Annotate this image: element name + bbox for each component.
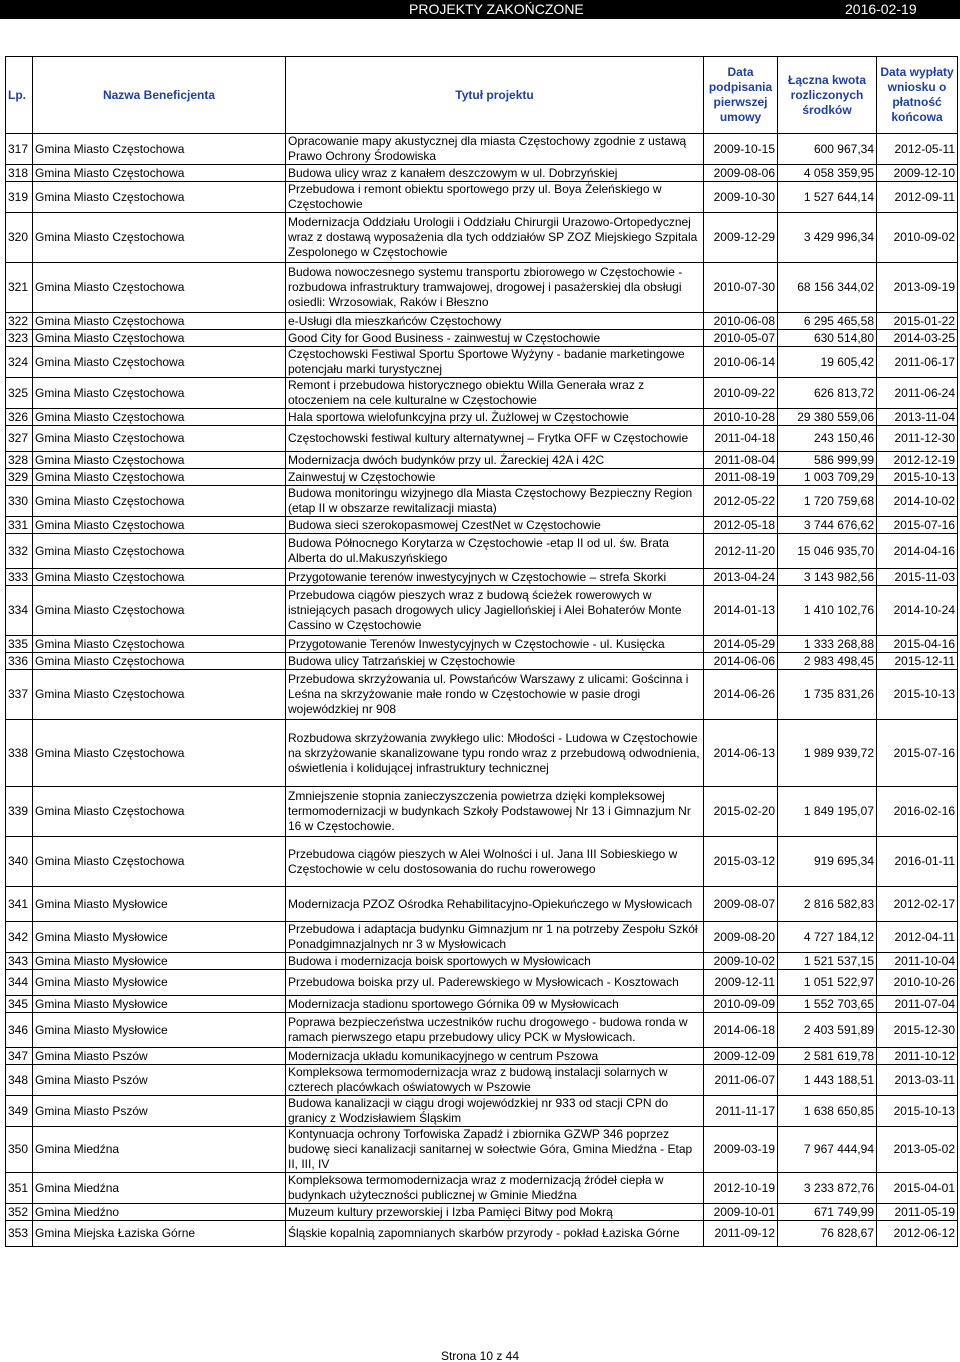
cell-amount: 6 295 465,58 xyxy=(778,313,877,330)
cell-beneficiary: Gmina Miasto Częstochowa xyxy=(33,720,286,787)
table-row xyxy=(6,134,958,165)
cell-final-date: 2014-10-24 xyxy=(877,586,958,636)
cell-lp: 331 xyxy=(6,517,33,534)
cell-amount: 68 156 344,02 xyxy=(778,263,877,313)
cell-beneficiary: Gmina Miasto Częstochowa xyxy=(33,313,286,330)
cell-lp: 344 xyxy=(6,970,33,996)
cell-final-date: 2015-10-13 xyxy=(877,1096,958,1127)
cell-final-date: 2011-06-24 xyxy=(877,378,958,409)
table-row xyxy=(6,720,958,787)
cell-final-date: 2015-07-16 xyxy=(877,720,958,787)
cell-lp: 346 xyxy=(6,1013,33,1048)
cell-lp: 353 xyxy=(6,1221,33,1247)
cell-signed-date: 2009-10-02 xyxy=(704,953,778,970)
cell-lp: 349 xyxy=(6,1096,33,1127)
cell-title: Częstochowski Festiwal Sportu Sportowe Wyżyny - badanie marketingowe potencjału marki turystycznej xyxy=(286,347,704,378)
cell-final-date: 2010-10-26 xyxy=(877,970,958,996)
cell-title: Śląskie kopalnią zapomnianych skarbów przyrody - pokład Łaziska Górne xyxy=(286,1221,704,1247)
projects-table xyxy=(5,56,958,1247)
cell-final-date: 2015-10-13 xyxy=(877,469,958,486)
cell-signed-date: 2014-06-26 xyxy=(704,670,778,720)
cell-beneficiary: Gmina Miasto Częstochowa xyxy=(33,837,286,887)
cell-lp: 341 xyxy=(6,887,33,922)
cell-signed-date: 2012-11-20 xyxy=(704,534,778,569)
cell-final-date: 2012-05-11 xyxy=(877,134,958,165)
cell-beneficiary: Gmina Miasto Mysłowice xyxy=(33,996,286,1013)
cell-final-date: 2011-10-04 xyxy=(877,953,958,970)
cell-beneficiary: Gmina Miasto Pszów xyxy=(33,1065,286,1096)
cell-beneficiary: Gmina Miasto Częstochowa xyxy=(33,378,286,409)
cell-title: Zainwestuj w Częstochowie xyxy=(286,469,704,486)
cell-amount: 1 051 522,97 xyxy=(778,970,877,996)
cell-title: Modernizacja Oddziału Urologii i Oddziału Chirurgii Urazowo-Ortopedycznej wraz z dostawą wyposażenia dla tych oddziałów SP ZOZ Miejskiego Szpitala Zespolonego w Częstochowie xyxy=(286,213,704,263)
table-row xyxy=(6,347,958,378)
cell-signed-date: 2010-10-28 xyxy=(704,409,778,426)
cell-final-date: 2010-09-02 xyxy=(877,213,958,263)
cell-signed-date: 2009-08-20 xyxy=(704,922,778,953)
table-row xyxy=(6,887,958,922)
cell-amount: 1 443 188,51 xyxy=(778,1065,877,1096)
cell-lp: 328 xyxy=(6,452,33,469)
cell-beneficiary: Gmina Miasto Częstochowa xyxy=(33,569,286,586)
cell-title: e-Usługi dla mieszkańców Częstochowy xyxy=(286,313,704,330)
cell-amount: 76 828,67 xyxy=(778,1221,877,1247)
cell-beneficiary: Gmina Miejska Łaziska Górne xyxy=(33,1221,286,1247)
table-row xyxy=(6,1204,958,1221)
table-row xyxy=(6,213,958,263)
cell-final-date: 2012-04-11 xyxy=(877,922,958,953)
table-row xyxy=(6,1221,958,1247)
cell-title: Rozbudowa skrzyżowania zwykłego ulic: Młodości - Ludowa w Częstochowie na skrzyżowanie skanalizowane typu rondo wraz z przebudową odwodnienia, oświetlenia i kolidującej infrastruktury technicznej xyxy=(286,720,704,787)
cell-beneficiary: Gmina Miasto Pszów xyxy=(33,1096,286,1127)
table-row xyxy=(6,1127,958,1173)
cell-beneficiary: Gmina Miasto Częstochowa xyxy=(33,330,286,347)
cell-signed-date: 2009-12-29 xyxy=(704,213,778,263)
table-row xyxy=(6,586,958,636)
table-body xyxy=(6,134,958,1247)
cell-lp: 352 xyxy=(6,1204,33,1221)
column-header-final-date: Data wypłaty wniosku o płatność końcowa xyxy=(877,57,958,134)
cell-lp: 333 xyxy=(6,569,33,586)
table-row xyxy=(6,1048,958,1065)
cell-amount: 3 429 996,34 xyxy=(778,213,877,263)
cell-beneficiary: Gmina Miasto Mysłowice xyxy=(33,953,286,970)
cell-beneficiary: Gmina Miasto Częstochowa xyxy=(33,534,286,569)
cell-amount: 1 552 703,65 xyxy=(778,996,877,1013)
cell-final-date: 2016-01-11 xyxy=(877,837,958,887)
cell-signed-date: 2011-08-19 xyxy=(704,469,778,486)
table-row xyxy=(6,1096,958,1127)
cell-amount: 3 233 872,76 xyxy=(778,1173,877,1204)
cell-title: Budowa Północnego Korytarza w Częstochowie -etap II od ul. św. Brata Alberta do ul.Makuszyńskiego xyxy=(286,534,704,569)
page-footer: Strona 10 z 44 xyxy=(440,1349,520,1362)
cell-signed-date: 2010-09-22 xyxy=(704,378,778,409)
cell-signed-date: 2011-11-17 xyxy=(704,1096,778,1127)
cell-title: Przebudowa boiska przy ul. Paderewskiego w Mysłowicach - Kosztowach xyxy=(286,970,704,996)
cell-title: Przebudowa i remont obiektu sportowego przy ul. Boya Żeleńskiego w Częstochowie xyxy=(286,182,704,213)
cell-amount: 3 143 982,56 xyxy=(778,569,877,586)
cell-final-date: 2015-12-11 xyxy=(877,653,958,670)
page-header-bar xyxy=(0,0,960,19)
cell-signed-date: 2011-04-18 xyxy=(704,426,778,452)
cell-signed-date: 2015-03-12 xyxy=(704,837,778,887)
cell-beneficiary: Gmina Miedźna xyxy=(33,1173,286,1204)
cell-signed-date: 2009-08-06 xyxy=(704,165,778,182)
cell-amount: 1 720 759,68 xyxy=(778,486,877,517)
cell-amount: 630 514,80 xyxy=(778,330,877,347)
cell-lp: 319 xyxy=(6,182,33,213)
cell-signed-date: 2010-06-14 xyxy=(704,347,778,378)
table-row xyxy=(6,1013,958,1048)
cell-title: Przebudowa skrzyżowania ul. Powstańców Warszawy z ulicami: Gościnna i Leśna na skrzyżowanie małe rondo w Częstochowie w pasie drogi wojewódzkiej nr 908 xyxy=(286,670,704,720)
cell-title: Przebudowa i adaptacja budynku Gimnazjum nr 1 na potrzeby Zespołu Szkół Ponadgimnazjalnych nr 3 w Mysłowicach xyxy=(286,922,704,953)
cell-amount: 2 816 582,83 xyxy=(778,887,877,922)
cell-signed-date: 2014-06-06 xyxy=(704,653,778,670)
column-header-title: Tytuł projektu xyxy=(286,57,704,134)
table-row xyxy=(6,653,958,670)
cell-signed-date: 2009-10-01 xyxy=(704,1204,778,1221)
cell-title: Budowa kanalizacji w ciągu drogi wojewódzkiej nr 933 od stacji CPN do granicy z Wodzisławiem Śląskim xyxy=(286,1096,704,1127)
cell-title: Przygotowanie Terenów Inwestycyjnych w Częstochowie - ul. Kusięcka xyxy=(286,636,704,653)
cell-final-date: 2011-05-19 xyxy=(877,1204,958,1221)
cell-final-date: 2011-12-30 xyxy=(877,426,958,452)
cell-title: Budowa ulicy Tatrzańskiej w Częstochowie xyxy=(286,653,704,670)
cell-final-date: 2012-02-17 xyxy=(877,887,958,922)
cell-amount: 626 813,72 xyxy=(778,378,877,409)
cell-lp: 322 xyxy=(6,313,33,330)
table-row xyxy=(6,452,958,469)
cell-lp: 340 xyxy=(6,837,33,887)
cell-beneficiary: Gmina Miasto Pszów xyxy=(33,1048,286,1065)
cell-signed-date: 2009-12-11 xyxy=(704,970,778,996)
cell-lp: 342 xyxy=(6,922,33,953)
cell-signed-date: 2011-08-04 xyxy=(704,452,778,469)
cell-signed-date: 2009-10-15 xyxy=(704,134,778,165)
cell-final-date: 2013-09-19 xyxy=(877,263,958,313)
cell-beneficiary: Gmina Miasto Mysłowice xyxy=(33,922,286,953)
cell-final-date: 2016-02-16 xyxy=(877,787,958,837)
cell-lp: 351 xyxy=(6,1173,33,1204)
cell-lp: 323 xyxy=(6,330,33,347)
cell-lp: 348 xyxy=(6,1065,33,1096)
cell-beneficiary: Gmina Miasto Częstochowa xyxy=(33,787,286,837)
cell-signed-date: 2010-06-08 xyxy=(704,313,778,330)
table-row xyxy=(6,263,958,313)
cell-title: Częstochowski festiwal kultury alternatywnej – Frytka OFF w Częstochowie xyxy=(286,426,704,452)
cell-beneficiary: Gmina Miasto Częstochowa xyxy=(33,517,286,534)
table-row xyxy=(6,569,958,586)
cell-beneficiary: Gmina Miasto Mysłowice xyxy=(33,1013,286,1048)
cell-beneficiary: Gmina Miasto Częstochowa xyxy=(33,182,286,213)
cell-title: Przebudowa ciągów pieszych w Alei Wolności i ul. Jana III Sobieskiego w Częstochowie w celu dostosowania do ruchu rowerowego xyxy=(286,837,704,887)
cell-title: Budowa i modernizacja boisk sportowych w Mysłowicach xyxy=(286,953,704,970)
table-row xyxy=(6,486,958,517)
cell-final-date: 2012-09-11 xyxy=(877,182,958,213)
cell-title: Przygotowanie terenów inwestycyjnych w Częstochowie – strefa Skorki xyxy=(286,569,704,586)
table-row xyxy=(6,1065,958,1096)
cell-final-date: 2011-06-17 xyxy=(877,347,958,378)
table-row xyxy=(6,996,958,1013)
cell-lp: 326 xyxy=(6,409,33,426)
table-row xyxy=(6,165,958,182)
cell-amount: 4 727 184,12 xyxy=(778,922,877,953)
cell-amount: 243 150,46 xyxy=(778,426,877,452)
table-row xyxy=(6,426,958,452)
cell-signed-date: 2009-10-30 xyxy=(704,182,778,213)
cell-lp: 321 xyxy=(6,263,33,313)
cell-amount: 919 695,34 xyxy=(778,837,877,887)
cell-final-date: 2015-07-16 xyxy=(877,517,958,534)
cell-beneficiary: Gmina Miasto Mysłowice xyxy=(33,970,286,996)
cell-beneficiary: Gmina Miasto Częstochowa xyxy=(33,670,286,720)
cell-signed-date: 2012-10-19 xyxy=(704,1173,778,1204)
cell-signed-date: 2014-06-18 xyxy=(704,1013,778,1048)
table-row xyxy=(6,837,958,887)
cell-title: Kontynuacja ochrony Torfowiska Zapadź i zbiornika GZWP 346 poprzez budowę sieci kanalizacji sanitarnej w sołectwie Góra, Gmina Miedźna - Etap II, III, IV xyxy=(286,1127,704,1173)
table-row xyxy=(6,378,958,409)
cell-beneficiary: Gmina Miasto Częstochowa xyxy=(33,486,286,517)
table-row xyxy=(6,787,958,837)
cell-title: Budowa nowoczesnego systemu transportu zbiorowego w Częstochowie - rozbudowa infrastruktury tramwajowej, drogowej i pasażerskiej dla obsługi osiedli: Wrzosowiak, Raków i Błeszno xyxy=(286,263,704,313)
cell-signed-date: 2013-04-24 xyxy=(704,569,778,586)
cell-final-date: 2012-12-19 xyxy=(877,452,958,469)
page-header-date: 2016-02-19 xyxy=(845,1,917,17)
cell-amount: 3 744 676,62 xyxy=(778,517,877,534)
cell-beneficiary: Gmina Miasto Częstochowa xyxy=(33,213,286,263)
cell-lp: 329 xyxy=(6,469,33,486)
cell-lp: 347 xyxy=(6,1048,33,1065)
cell-final-date: 2014-04-16 xyxy=(877,534,958,569)
cell-beneficiary: Gmina Miasto Częstochowa xyxy=(33,165,286,182)
cell-lp: 350 xyxy=(6,1127,33,1173)
cell-final-date: 2015-01-22 xyxy=(877,313,958,330)
cell-title: Modernizacja dwóch budynków przy ul. Żareckiej 42A i 42C xyxy=(286,452,704,469)
cell-title: Opracowanie mapy akustycznej dla miasta Częstochowy zgodnie z ustawą Prawo Ochrony Środowiska xyxy=(286,134,704,165)
cell-amount: 1 003 709,29 xyxy=(778,469,877,486)
cell-beneficiary: Gmina Miasto Częstochowa xyxy=(33,347,286,378)
cell-title: Modernizacja układu komunikacyjnego w centrum Pszowa xyxy=(286,1048,704,1065)
cell-beneficiary: Gmina Miasto Częstochowa xyxy=(33,653,286,670)
table-row xyxy=(6,922,958,953)
cell-signed-date: 2012-05-18 xyxy=(704,517,778,534)
cell-amount: 1 527 644,14 xyxy=(778,182,877,213)
cell-beneficiary: Gmina Miasto Częstochowa xyxy=(33,586,286,636)
cell-title: Hala sportowa wielofunkcyjna przy ul. Żużlowej w Częstochowie xyxy=(286,409,704,426)
cell-signed-date: 2009-12-09 xyxy=(704,1048,778,1065)
cell-lp: 327 xyxy=(6,426,33,452)
cell-lp: 318 xyxy=(6,165,33,182)
cell-amount: 2 983 498,45 xyxy=(778,653,877,670)
cell-lp: 345 xyxy=(6,996,33,1013)
cell-final-date: 2011-07-04 xyxy=(877,996,958,1013)
cell-lp: 338 xyxy=(6,720,33,787)
cell-title: Zmniejszenie stopnia zanieczyszczenia powietrza dzięki kompleksowej termomodernizacji w budynkach Szkoły Podstawowej Nr 13 i Gimnazjum Nr 16 w Częstochowie. xyxy=(286,787,704,837)
cell-amount: 2 581 619,78 xyxy=(778,1048,877,1065)
cell-final-date: 2014-10-02 xyxy=(877,486,958,517)
cell-signed-date: 2012-05-22 xyxy=(704,486,778,517)
cell-final-date: 2015-04-16 xyxy=(877,636,958,653)
cell-amount: 586 999,99 xyxy=(778,452,877,469)
cell-signed-date: 2015-02-20 xyxy=(704,787,778,837)
cell-final-date: 2012-06-12 xyxy=(877,1221,958,1247)
table-row xyxy=(6,1173,958,1204)
cell-amount: 15 046 935,70 xyxy=(778,534,877,569)
cell-lp: 324 xyxy=(6,347,33,378)
cell-signed-date: 2014-01-13 xyxy=(704,586,778,636)
cell-amount: 1 989 939,72 xyxy=(778,720,877,787)
table-header-row xyxy=(6,57,958,134)
cell-beneficiary: Gmina Miasto Częstochowa xyxy=(33,134,286,165)
cell-signed-date: 2010-05-07 xyxy=(704,330,778,347)
cell-title: Modernizacja stadionu sportowego Górnika 09 w Mysłowicach xyxy=(286,996,704,1013)
cell-title: Budowa sieci szerokopasmowej CzestNet w Częstochowie xyxy=(286,517,704,534)
cell-final-date: 2015-12-30 xyxy=(877,1013,958,1048)
table-row xyxy=(6,517,958,534)
cell-final-date: 2014-03-25 xyxy=(877,330,958,347)
cell-lp: 330 xyxy=(6,486,33,517)
cell-lp: 339 xyxy=(6,787,33,837)
table-row xyxy=(6,409,958,426)
cell-lp: 317 xyxy=(6,134,33,165)
cell-lp: 325 xyxy=(6,378,33,409)
cell-signed-date: 2014-05-29 xyxy=(704,636,778,653)
cell-final-date: 2009-12-10 xyxy=(877,165,958,182)
cell-signed-date: 2014-06-13 xyxy=(704,720,778,787)
cell-amount: 29 380 559,06 xyxy=(778,409,877,426)
cell-amount: 600 967,34 xyxy=(778,134,877,165)
table-row xyxy=(6,469,958,486)
cell-title: Budowa monitoringu wizyjnego dla Miasta Częstochowy Bezpieczny Region (etap II w obszarze rewitalizacji miasta) xyxy=(286,486,704,517)
cell-lp: 343 xyxy=(6,953,33,970)
cell-title: Muzeum kultury przeworskiej i Izba Pamięci Bitwy pod Mokrą xyxy=(286,1204,704,1221)
cell-beneficiary: Gmina Miasto Częstochowa xyxy=(33,452,286,469)
cell-beneficiary: Gmina Miasto Częstochowa xyxy=(33,409,286,426)
table-row xyxy=(6,182,958,213)
cell-beneficiary: Gmina Miasto Częstochowa xyxy=(33,426,286,452)
cell-amount: 7 967 444,94 xyxy=(778,1127,877,1173)
cell-amount: 1 333 268,88 xyxy=(778,636,877,653)
cell-beneficiary: Gmina Miedźna xyxy=(33,1127,286,1173)
cell-signed-date: 2010-07-30 xyxy=(704,263,778,313)
cell-title: Kompleksowa termomodernizacja wraz z modernizacją źródeł ciepła w budynkach użyteczności publicznej w Gminie Miedźna xyxy=(286,1173,704,1204)
cell-final-date: 2015-11-03 xyxy=(877,569,958,586)
cell-amount: 2 403 591,89 xyxy=(778,1013,877,1048)
cell-signed-date: 2011-06-07 xyxy=(704,1065,778,1096)
column-header-signed-date: Data podpisania pierwszej umowy xyxy=(704,57,778,134)
column-header-amount: Łączna kwota rozliczonych środków xyxy=(778,57,877,134)
cell-final-date: 2015-10-13 xyxy=(877,670,958,720)
table-row xyxy=(6,534,958,569)
cell-beneficiary: Gmina Miedźno xyxy=(33,1204,286,1221)
cell-amount: 671 749,99 xyxy=(778,1204,877,1221)
cell-lp: 320 xyxy=(6,213,33,263)
column-header-beneficiary: Nazwa Beneficjenta xyxy=(33,57,286,134)
cell-amount: 4 058 359,95 xyxy=(778,165,877,182)
cell-beneficiary: Gmina Miasto Częstochowa xyxy=(33,636,286,653)
cell-signed-date: 2010-09-09 xyxy=(704,996,778,1013)
cell-title: Przebudowa ciągów pieszych wraz z budową ścieżek rowerowych w istniejących pasach drogowych ulicy Jagiellońskiej i Alei Bohaterów Monte Cassino w Częstochowie xyxy=(286,586,704,636)
cell-title: Modernizacja PZOZ Ośrodka Rehabilitacyjno-Opiekuńczego w Mysłowicach xyxy=(286,887,704,922)
cell-amount: 1 638 650,85 xyxy=(778,1096,877,1127)
cell-lp: 336 xyxy=(6,653,33,670)
cell-lp: 337 xyxy=(6,670,33,720)
table-row xyxy=(6,670,958,720)
table-row xyxy=(6,953,958,970)
cell-lp: 335 xyxy=(6,636,33,653)
cell-final-date: 2011-10-12 xyxy=(877,1048,958,1065)
cell-amount: 1 735 831,26 xyxy=(778,670,877,720)
cell-final-date: 2013-03-11 xyxy=(877,1065,958,1096)
cell-title: Remont i przebudowa historycznego obiektu Willa Generała wraz z otoczeniem na cele kulturalne w Częstochowie xyxy=(286,378,704,409)
cell-lp: 332 xyxy=(6,534,33,569)
cell-amount: 19 605,42 xyxy=(778,347,877,378)
cell-signed-date: 2009-08-07 xyxy=(704,887,778,922)
column-header-lp: Lp. xyxy=(6,57,33,134)
cell-title: Kompleksowa termomodernizacja wraz z budową instalacji solarnych w czterech placówkach oświatowych w Pszowie xyxy=(286,1065,704,1096)
cell-amount: 1 849 195,07 xyxy=(778,787,877,837)
cell-title: Poprawa bezpieczeństwa uczestników ruchu drogowego - budowa ronda w ramach pierwszego etapu przebudowy ulicy PCK w Mysłowicach. xyxy=(286,1013,704,1048)
table-row xyxy=(6,330,958,347)
cell-amount: 1 410 102,76 xyxy=(778,586,877,636)
page-header-title: PROJEKTY ZAKOŃCZONE xyxy=(409,1,584,17)
cell-title: Good City for Good Business - zainwestuj w Częstochowie xyxy=(286,330,704,347)
cell-beneficiary: Gmina Miasto Częstochowa xyxy=(33,263,286,313)
cell-beneficiary: Gmina Miasto Częstochowa xyxy=(33,469,286,486)
cell-final-date: 2015-04-01 xyxy=(877,1173,958,1204)
cell-beneficiary: Gmina Miasto Mysłowice xyxy=(33,887,286,922)
cell-lp: 334 xyxy=(6,586,33,636)
table-row xyxy=(6,970,958,996)
table-row xyxy=(6,313,958,330)
cell-amount: 1 521 537,15 xyxy=(778,953,877,970)
cell-signed-date: 2011-09-12 xyxy=(704,1221,778,1247)
cell-title: Budowa ulicy wraz z kanałem deszczowym w ul. Dobrzyńskiej xyxy=(286,165,704,182)
cell-final-date: 2013-05-02 xyxy=(877,1127,958,1173)
table-row xyxy=(6,636,958,653)
cell-signed-date: 2009-03-19 xyxy=(704,1127,778,1173)
cell-final-date: 2013-11-04 xyxy=(877,409,958,426)
